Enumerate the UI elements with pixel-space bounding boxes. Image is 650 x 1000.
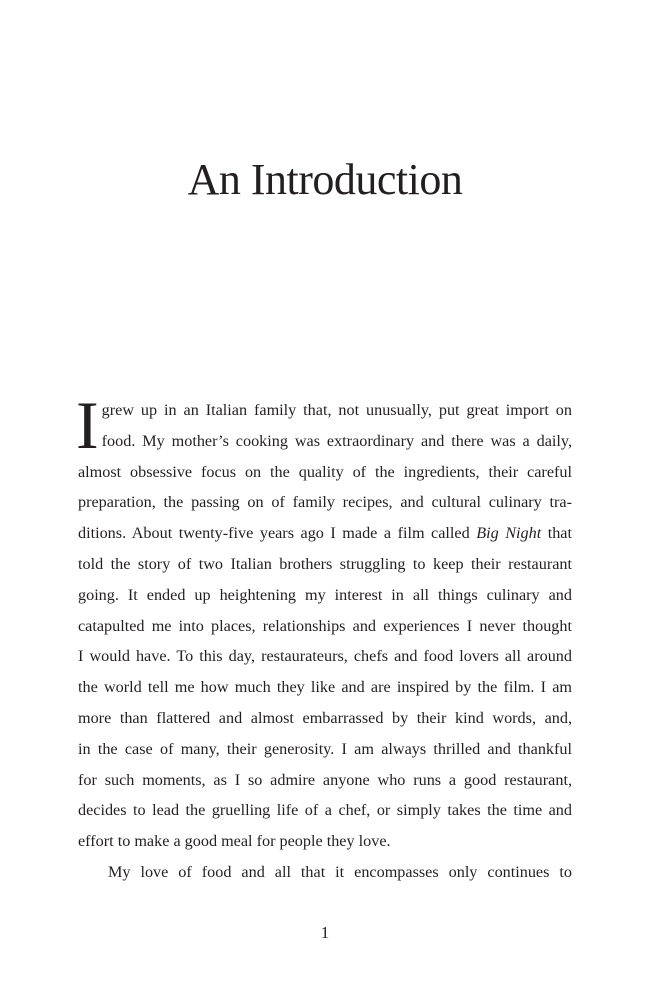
- body-text: [76, 387, 572, 888]
- page-number: 1: [320, 923, 330, 942]
- text-line: effort to make a good meal for people they love.: [78, 832, 391, 851]
- text-line: catapulted me into places, relationships and experiences I never thought: [78, 616, 572, 635]
- text-line: the world tell me how much they like and are inspired by the film. I am: [78, 678, 572, 697]
- text-line: decides to lead the gruelling life of a chef, or simply takes the time and: [78, 801, 572, 820]
- paragraph-1: [76, 387, 572, 857]
- text-line: more than flattered and almost embarrassed by their kind words, and,: [78, 708, 572, 727]
- text-segment: that: [541, 524, 572, 543]
- text-line: in the case of many, their generosity. I am always thrilled and thankful: [78, 739, 572, 758]
- text-line: I would have. To this day, restaurateurs, chefs and food lovers all around: [78, 647, 572, 666]
- film-title: Big Night: [476, 524, 542, 543]
- paragraph-2: [78, 857, 572, 888]
- text-line: [78, 518, 572, 549]
- text-line: preparation, the passing on of family recipes, and cultural culinary tra-: [78, 493, 572, 512]
- chapter-title: An Introduction: [187, 155, 463, 204]
- text-line: My love of food and all that it encompasses only continues to: [108, 862, 572, 881]
- text-line: told the story of two Italian brothers struggling to keep their restaurant: [78, 554, 572, 573]
- text-line: going. It ended up heightening my interest in all things culinary and: [78, 585, 572, 604]
- drop-cap: I: [76, 387, 99, 463]
- text-line: grew up in an Italian family that, not unusually, put great import on: [101, 401, 572, 419]
- text-line: food. My mother’s cooking was extraordinary and there was a daily,: [101, 431, 572, 450]
- text-line: for such moments, as I so admire anyone who runs a good restaurant,: [78, 770, 572, 789]
- text-segment: ditions. About twenty-five years ago I made a film called: [78, 524, 477, 543]
- text-line: almost obsessive focus on the quality of the ingredients, their careful: [78, 462, 572, 481]
